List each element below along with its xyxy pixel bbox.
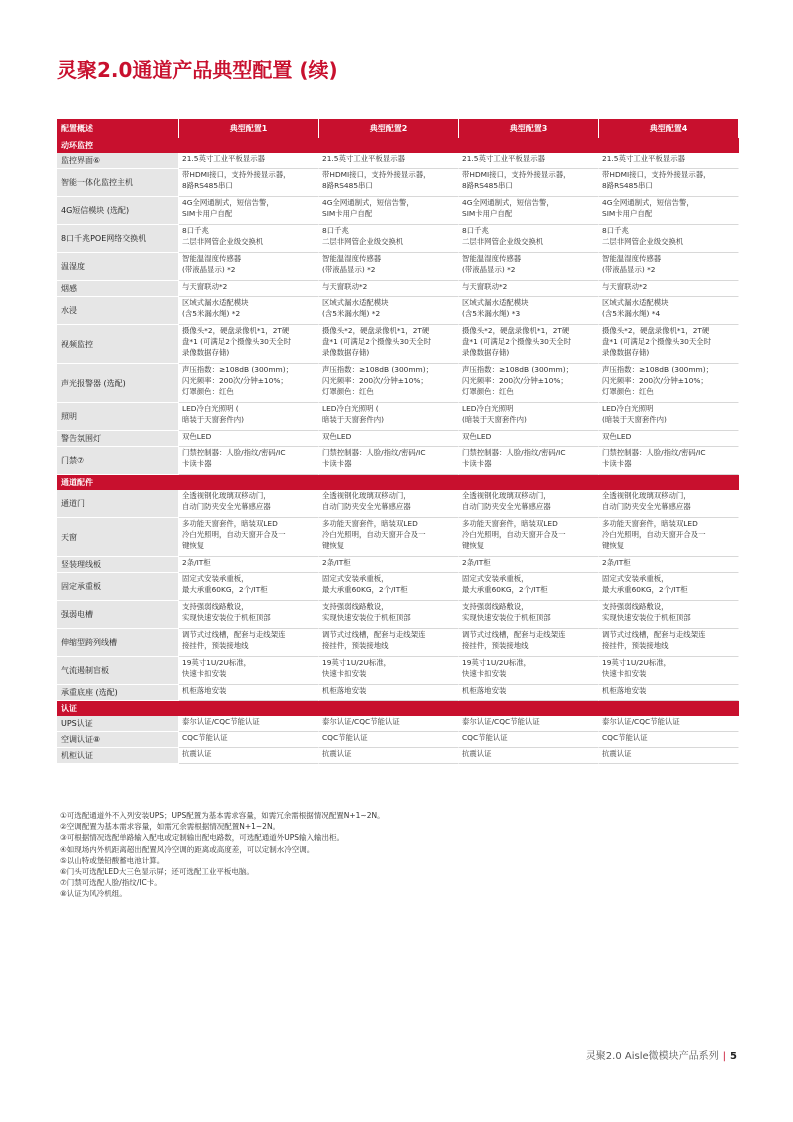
config-3-cell: 机柜落地安装 xyxy=(459,685,599,701)
config-4-cell: CQC节能认证 xyxy=(599,732,739,748)
config-1-cell: 4G全网通制式，短信告警， SIM卡用户自配 xyxy=(179,197,319,225)
table-row xyxy=(57,447,739,475)
config-2-cell: 2条/IT柜 xyxy=(319,557,459,573)
footnotes xyxy=(60,810,740,900)
table-row xyxy=(57,325,739,364)
header-overview: 配置概述 xyxy=(57,119,179,138)
config-1-cell: 摄像头*2，硬盘录像机*1，2T硬 盘*1 (可满足2个摄像头30天全时 录像数据存储) xyxy=(179,325,319,364)
config-4-cell: 泰尔认证/CQC节能认证 xyxy=(599,716,739,732)
row-label: 机柜认证 xyxy=(57,748,179,764)
row-label: 温湿度 xyxy=(57,253,179,281)
config-2-cell: 4G全网通制式，短信告警， SIM卡用户自配 xyxy=(319,197,459,225)
config-1-cell: 泰尔认证/CQC节能认证 xyxy=(179,716,319,732)
config-3-cell: 带HDMI接口，支持外接显示器， 8路RS485串口 xyxy=(459,169,599,197)
header-config-4: 典型配置4 xyxy=(599,119,739,138)
footnote: ⑦门禁可选配人脸/指纹/IC卡。 xyxy=(60,878,162,888)
config-2-cell: 固定式安装承重板， 最大承重60KG，2个/IT柜 xyxy=(319,573,459,601)
table-row xyxy=(57,490,739,518)
table-row xyxy=(57,685,739,701)
row-label: 门禁⑦ xyxy=(57,447,179,475)
table-row xyxy=(57,716,739,732)
page-number: 5 xyxy=(730,1051,737,1062)
row-label: 8口千兆POE网络交换机 xyxy=(57,225,179,253)
config-2-cell: 声压指数：≥108dB (300mm)； 闪光频率：200次/分钟±10%； 灯罩颜色：红色 xyxy=(319,364,459,403)
config-1-cell: CQC节能认证 xyxy=(179,732,319,748)
config-2-cell: 摄像头*2，硬盘录像机*1，2T硬 盘*1 (可满足2个摄像头30天全时 录像数据存储) xyxy=(319,325,459,364)
row-label: 固定承重板 xyxy=(57,573,179,601)
table-row xyxy=(57,281,739,297)
row-label: 视频监控 xyxy=(57,325,179,364)
table-row xyxy=(57,431,739,447)
spec-table xyxy=(57,119,739,764)
config-1-cell: LED冷白光照明 ( 暗装于天窗套件内) xyxy=(179,403,319,431)
config-4-cell: 支持强弱线路敷设， 实现快速安装位于机柜顶部 xyxy=(599,601,739,629)
config-2-cell: 机柜落地安装 xyxy=(319,685,459,701)
config-1-cell: 多功能天窗套件，暗装双LED 冷白光照明，自动天窗开合及一 键恢复 xyxy=(179,518,319,557)
table-row xyxy=(57,197,739,225)
config-2-cell: 门禁控制器：人脸/指纹/密码/IC 卡读卡器 xyxy=(319,447,459,475)
config-1-cell: 19英寸1U/2U标准， 快速卡扣安装 xyxy=(179,657,319,685)
row-label: UPS认证 xyxy=(57,716,179,732)
page-title: 灵聚2.0通道产品典型配置 (续) xyxy=(57,58,338,82)
config-3-cell: 4G全网通制式，短信告警， SIM卡用户自配 xyxy=(459,197,599,225)
config-4-cell: 带HDMI接口，支持外接显示器， 8路RS485串口 xyxy=(599,169,739,197)
config-3-cell: 区域式漏水适配模块 (含5米漏水绳) *3 xyxy=(459,297,599,325)
row-label: 竖装理线板 xyxy=(57,557,179,573)
config-4-cell: 摄像头*2，硬盘录像机*1，2T硬 盘*1 (可满足2个摄像头30天全时 录像数据存储) xyxy=(599,325,739,364)
config-3-cell: 19英寸1U/2U标准， 快速卡扣安装 xyxy=(459,657,599,685)
config-3-cell: 泰尔认证/CQC节能认证 xyxy=(459,716,599,732)
config-1-cell: 抗震认证 xyxy=(179,748,319,764)
config-1-cell: 全透视钢化玻璃双移动门， 自动门防夹安全光幕感应器 xyxy=(179,490,319,518)
page-footer xyxy=(586,1047,737,1062)
config-1-cell: 固定式安装承重板， 最大承重60KG，2个/IT柜 xyxy=(179,573,319,601)
row-label: 承重底座 (选配) xyxy=(57,685,179,701)
config-2-cell: 19英寸1U/2U标准， 快速卡扣安装 xyxy=(319,657,459,685)
row-label: 通道门 xyxy=(57,490,179,518)
config-3-cell: LED冷白光照明 (暗装于天窗套件内) xyxy=(459,403,599,431)
section-title: 认证 xyxy=(57,701,739,716)
footnote: ⑤以山特或堡铅酸蓄电池计算。 xyxy=(60,855,165,865)
config-3-cell: 2条/IT柜 xyxy=(459,557,599,573)
footnote: ③可根据情况选配单路输入配电或定制输出配电路数，可选配通道外UPS输入输出柜。 xyxy=(60,833,344,843)
section-row xyxy=(57,701,739,716)
config-1-cell: 调节式过线槽，配套与走线架连 接挂件，预装接地线 xyxy=(179,629,319,657)
config-3-cell: 抗震认证 xyxy=(459,748,599,764)
config-1-cell: 智能温湿度传感器 (带液晶显示) *2 xyxy=(179,253,319,281)
row-label: 智能一体化监控主机 xyxy=(57,169,179,197)
table-row xyxy=(57,169,739,197)
config-1-cell: 双色LED xyxy=(179,431,319,447)
config-2-cell: LED冷白光照明 ( 暗装于天窗套件内) xyxy=(319,403,459,431)
row-label: 监控界面⑥ xyxy=(57,153,179,169)
table-row xyxy=(57,225,739,253)
config-3-cell: CQC节能认证 xyxy=(459,732,599,748)
config-1-cell: 带HDMI接口，支持外接显示器， 8路RS485串口 xyxy=(179,169,319,197)
config-1-cell: 8口千兆 二层非网管企业级交换机 xyxy=(179,225,319,253)
config-1-cell: 支持强弱线路敷设， 实现快速安装位于机柜顶部 xyxy=(179,601,319,629)
table-row xyxy=(57,364,739,403)
table-header-row xyxy=(57,119,739,138)
config-2-cell: 区域式漏水适配模块 (含5米漏水绳) *2 xyxy=(319,297,459,325)
row-label: 伸缩型跨列线槽 xyxy=(57,629,179,657)
config-2-cell: 调节式过线槽，配套与走线架连 接挂件，预装接地线 xyxy=(319,629,459,657)
config-3-cell: 与天窗联动*2 xyxy=(459,281,599,297)
config-4-cell: 双色LED xyxy=(599,431,739,447)
table-row xyxy=(57,253,739,281)
footnote: ①可选配通道外不入列安装UPS；UPS配置为基本需求容量，如需冗余需根据情况配置N+1~2N。 xyxy=(60,811,385,820)
config-4-cell: 多功能天窗套件，暗装双LED 冷白光照明，自动天窗开合及一 键恢复 xyxy=(599,518,739,557)
config-3-cell: 8口千兆 二层非网管企业级交换机 xyxy=(459,225,599,253)
config-4-cell: 智能温湿度传感器 (带液晶显示) *2 xyxy=(599,253,739,281)
table-row xyxy=(57,657,739,685)
config-1-cell: 门禁控制器：人脸/指纹/密码/IC 卡读卡器 xyxy=(179,447,319,475)
footnote: ⑥门头可选配LED大三色显示屏；还可选配工业平板电脑。 xyxy=(60,867,254,877)
config-4-cell: 8口千兆 二层非网管企业级交换机 xyxy=(599,225,739,253)
section-title: 通道配件 xyxy=(57,475,739,490)
config-4-cell: 固定式安装承重板， 最大承重60KG，2个/IT柜 xyxy=(599,573,739,601)
config-4-cell: 与天窗联动*2 xyxy=(599,281,739,297)
config-3-cell: 固定式安装承重板， 最大承重60KG，2个/IT柜 xyxy=(459,573,599,601)
config-1-cell: 区域式漏水适配模块 (含5米漏水绳) *2 xyxy=(179,297,319,325)
row-label: 气流遏制盲板 xyxy=(57,657,179,685)
section-row xyxy=(57,475,739,490)
config-2-cell: 全透视钢化玻璃双移动门， 自动门防夹安全光幕感应器 xyxy=(319,490,459,518)
section-row xyxy=(57,138,739,153)
config-4-cell: 门禁控制器：人脸/指纹/密码/IC 卡读卡器 xyxy=(599,447,739,475)
config-1-cell: 21.5英寸工业平板显示器 xyxy=(179,153,319,169)
header-config-3: 典型配置3 xyxy=(459,119,599,138)
config-2-cell: CQC节能认证 xyxy=(319,732,459,748)
row-label: 强弱电槽 xyxy=(57,601,179,629)
config-2-cell: 带HDMI接口，支持外接显示器， 8路RS485串口 xyxy=(319,169,459,197)
table-row xyxy=(57,629,739,657)
config-3-cell: 支持强弱线路敷设， 实现快速安装位于机柜顶部 xyxy=(459,601,599,629)
config-2-cell: 抗震认证 xyxy=(319,748,459,764)
config-3-cell: 智能温湿度传感器 (带液晶显示) *2 xyxy=(459,253,599,281)
config-4-cell: 声压指数：≥108dB (300mm)； 闪光频率：200次/分钟±10%； 灯罩颜色：红色 xyxy=(599,364,739,403)
config-2-cell: 智能温湿度传感器 (带液晶显示) *2 xyxy=(319,253,459,281)
row-label: 声光报警器 (选配) xyxy=(57,364,179,403)
config-2-cell: 8口千兆 二层非网管企业级交换机 xyxy=(319,225,459,253)
config-4-cell: 全透视钢化玻璃双移动门， 自动门防夹安全光幕感应器 xyxy=(599,490,739,518)
header-config-2: 典型配置2 xyxy=(319,119,459,138)
row-label: 烟感 xyxy=(57,281,179,297)
footnote: ⑧认证为风冷机组。 xyxy=(60,889,127,899)
config-2-cell: 多功能天窗套件，暗装双LED 冷白光照明，自动天窗开合及一 键恢复 xyxy=(319,518,459,557)
table-row xyxy=(57,732,739,748)
config-3-cell: 全透视钢化玻璃双移动门， 自动门防夹安全光幕感应器 xyxy=(459,490,599,518)
row-label: 空调认证⑧ xyxy=(57,732,179,748)
config-4-cell: 19英寸1U/2U标准， 快速卡扣安装 xyxy=(599,657,739,685)
config-3-cell: 多功能天窗套件，暗装双LED 冷白光照明，自动天窗开合及一 键恢复 xyxy=(459,518,599,557)
header-config-1: 典型配置1 xyxy=(179,119,319,138)
table-row xyxy=(57,153,739,169)
config-3-cell: 声压指数：≥108dB (300mm)； 闪光频率：200次/分钟±10%； 灯罩颜色：红色 xyxy=(459,364,599,403)
config-3-cell: 门禁控制器：人脸/指纹/密码/IC 卡读卡器 xyxy=(459,447,599,475)
config-2-cell: 与天窗联动*2 xyxy=(319,281,459,297)
config-2-cell: 双色LED xyxy=(319,431,459,447)
config-4-cell: 区域式漏水适配模块 (含5米漏水绳) *4 xyxy=(599,297,739,325)
footer-series-name: 灵聚2.0 Aisle微模块产品系列 xyxy=(585,1051,719,1062)
config-4-cell: 2条/IT柜 xyxy=(599,557,739,573)
row-label: 4G短信模块 (选配) xyxy=(57,197,179,225)
row-label: 警告氛围灯 xyxy=(57,431,179,447)
config-1-cell: 机柜落地安装 xyxy=(179,685,319,701)
footnote: ④如现场内外机距离超出配置风冷空调的距离或高度差，可以定制水冷空调。 xyxy=(60,844,315,854)
config-1-cell: 与天窗联动*2 xyxy=(179,281,319,297)
config-3-cell: 双色LED xyxy=(459,431,599,447)
footnote: ②空调配置为基本需求容量，如需冗余需根据情况配置N+1~2N。 xyxy=(60,822,281,832)
config-1-cell: 声压指数：≥108dB (300mm)； 闪光频率：200次/分钟±10%； 灯罩颜色：红色 xyxy=(179,364,319,403)
config-1-cell: 2条/IT柜 xyxy=(179,557,319,573)
row-label: 照明 xyxy=(57,403,179,431)
config-4-cell: 调节式过线槽，配套与走线架连 接挂件，预装接地线 xyxy=(599,629,739,657)
config-4-cell: LED冷白光照明 (暗装于天窗套件内) xyxy=(599,403,739,431)
config-3-cell: 21.5英寸工业平板显示器 xyxy=(459,153,599,169)
table-row xyxy=(57,557,739,573)
footer-separator: | xyxy=(722,1051,727,1062)
config-2-cell: 支持强弱线路敷设， 实现快速安装位于机柜顶部 xyxy=(319,601,459,629)
config-4-cell: 机柜落地安装 xyxy=(599,685,739,701)
section-title: 动环监控 xyxy=(57,138,739,153)
table-row xyxy=(57,403,739,431)
config-3-cell: 调节式过线槽，配套与走线架连 接挂件，预装接地线 xyxy=(459,629,599,657)
table-row xyxy=(57,748,739,764)
table-row xyxy=(57,297,739,325)
config-4-cell: 4G全网通制式，短信告警， SIM卡用户自配 xyxy=(599,197,739,225)
row-label: 天窗 xyxy=(57,518,179,557)
table-row xyxy=(57,573,739,601)
config-4-cell: 抗震认证 xyxy=(599,748,739,764)
config-3-cell: 摄像头*2，硬盘录像机*1，2T硬 盘*1 (可满足2个摄像头30天全时 录像数据存储) xyxy=(459,325,599,364)
table-row xyxy=(57,601,739,629)
config-4-cell: 21.5英寸工业平板显示器 xyxy=(599,153,739,169)
table-row xyxy=(57,518,739,557)
config-2-cell: 21.5英寸工业平板显示器 xyxy=(319,153,459,169)
config-2-cell: 泰尔认证/CQC节能认证 xyxy=(319,716,459,732)
row-label: 水浸 xyxy=(57,297,179,325)
